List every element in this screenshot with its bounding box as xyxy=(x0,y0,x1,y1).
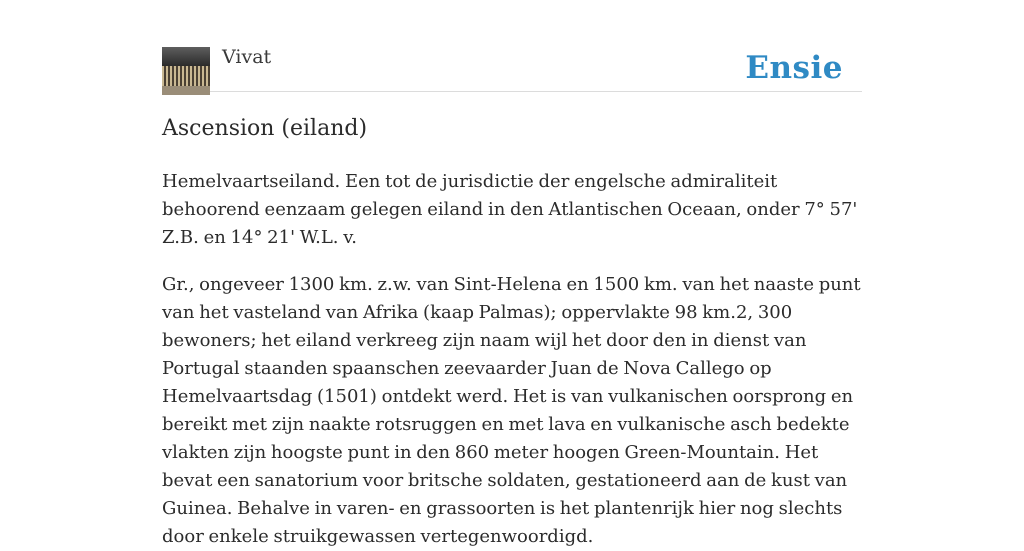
author-avatar[interactable] xyxy=(162,47,210,95)
page xyxy=(162,0,862,547)
author-name[interactable]: Vivat xyxy=(222,46,272,68)
article-paragraph: Gr., ongeveer 1300 km. z.w. van Sint-Helena en 1500 km. van het naaste punt van het vasteland van Afrika (kaap Palmas); oppervlakte 98 km.2, 300 bewoners; het eiland verkreeg zijn naam wijl het door den in dienst van Portugal staanden spaanschen zeevaarder Juan de Nova Callego op Hemelvaartsdag (1501) ontdekt werd. Het is van vulkanischen oorsprong en bereikt met zijn naakte rotsruggen en met lava en vulkanische asch bedekte vlakten zijn hoogste punt in den 860 meter hoogen Green-Mountain. Het bevat een sanatorium voor britsche soldaten, gestationeerd aan de kust van Guinea. Behalve in varen- en grassoorten is het plantenrijk hier nog slechts door enkele struikgewassen vertegenwoordigd. xyxy=(162,274,861,547)
article-paragraph: Hemelvaartseiland. Een tot de jurisdictie der engelsche admiraliteit behoorend eenzaam gelegen eiland in den Atlantischen Oceaan, onder 7° 57' Z.B. en 14° 21' W.L. v. xyxy=(162,171,858,248)
brand-logo[interactable]: Ensie xyxy=(745,50,843,86)
header xyxy=(162,0,862,92)
page-title: Ascension (eiland) xyxy=(162,116,368,141)
